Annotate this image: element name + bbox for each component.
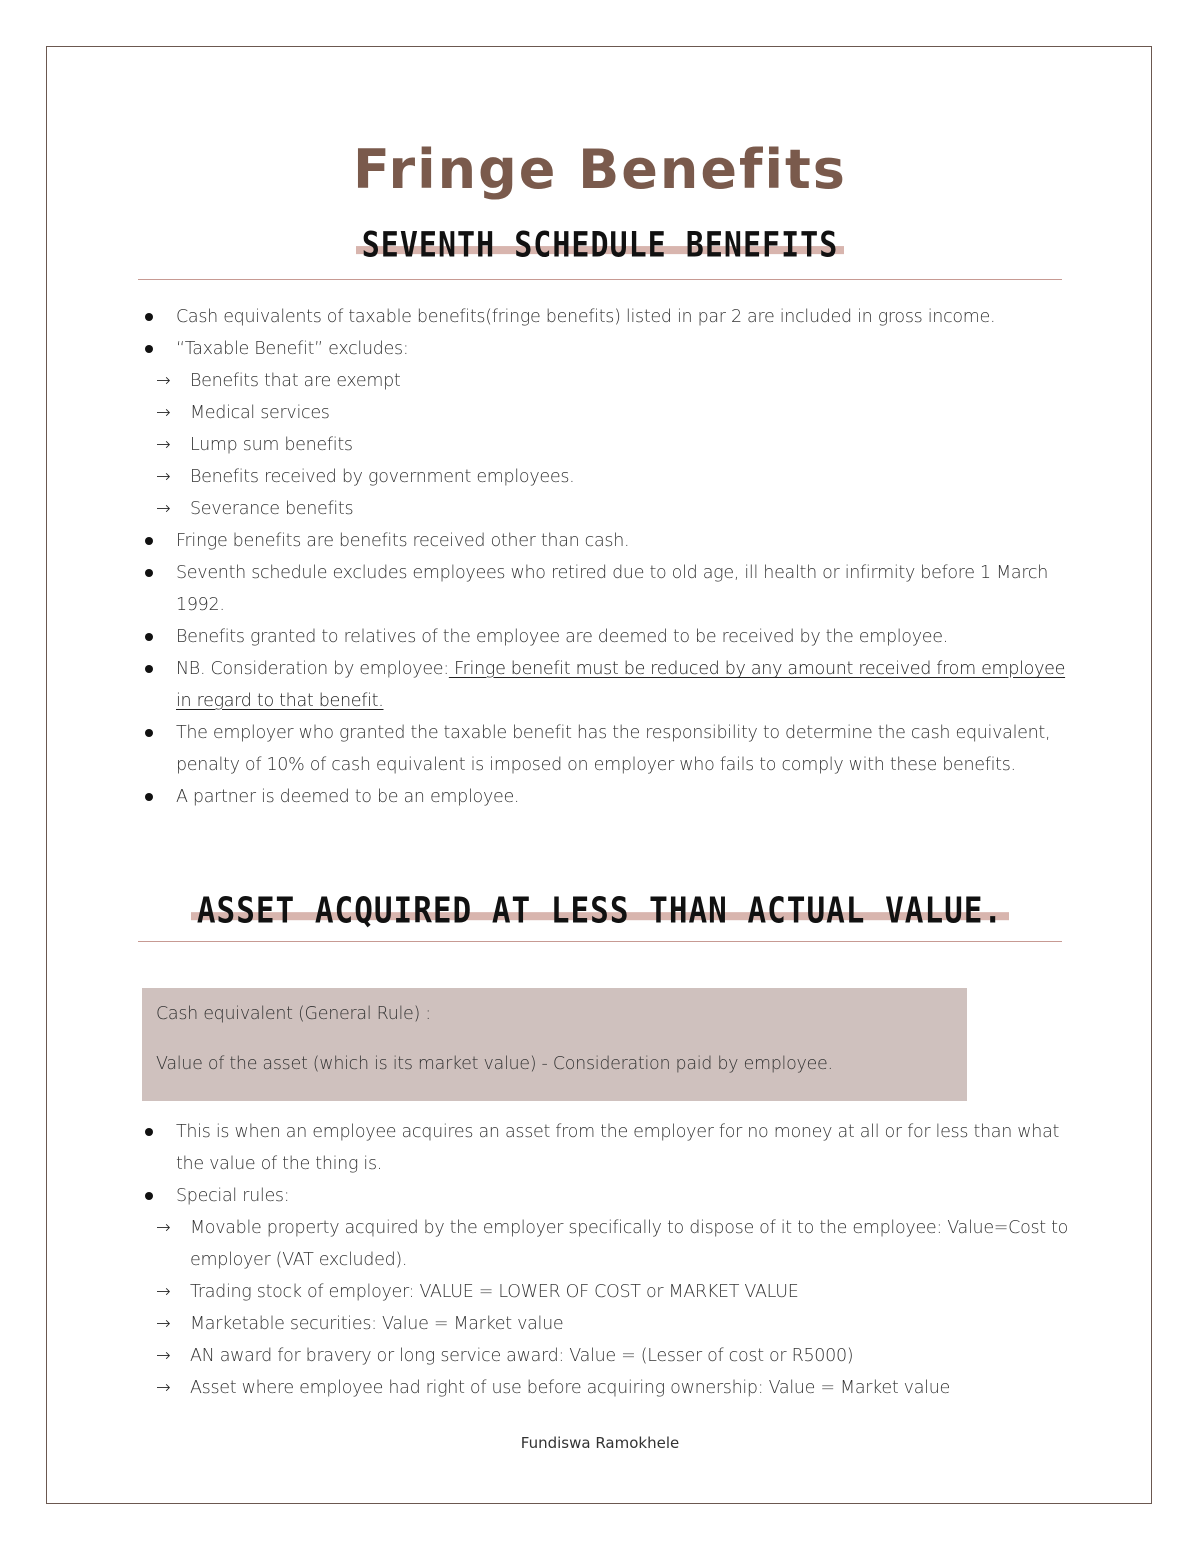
list-item-text: A partner is deemed to be an employee.	[176, 787, 520, 807]
list-item-text: Benefits received by government employees.	[190, 467, 575, 487]
list-item-text: The employer who granted the taxable benefit has the responsibility to determine the cash equivalent, penalty of 10% of cash equivalent is imposed on employer who fails to comply with these benefits.	[176, 723, 1051, 775]
list-item-text: Fringe benefits are benefits received other than cash.	[176, 531, 630, 551]
sub-list-item	[140, 365, 1070, 397]
sub-list-item	[140, 1276, 1070, 1308]
list-item-text: This is when an employee acquires an asset from the employer for no money at all or for less than what the value of the thing is.	[176, 1122, 1060, 1174]
list-item-text: Cash equivalents of taxable benefits(fringe benefits) listed in par 2 are included in gross income.	[176, 307, 996, 327]
list-item-text: Marketable securities: Value = Market value	[190, 1314, 564, 1334]
underlined-text: Fringe benefit must be reduced by any amount received from employee in regard to that benefit.	[176, 659, 1066, 711]
list-item-text: Benefits that are exempt	[190, 371, 401, 391]
author-footer: Fundiswa Ramokhele	[520, 1434, 680, 1452]
arrow-right-icon: →	[156, 1314, 171, 1334]
sub-list-item	[140, 1372, 1070, 1404]
arrow-right-icon: →	[156, 467, 171, 487]
list-item-text: Benefits granted to relatives of the employee are deemed to be received by the employee.	[176, 627, 948, 647]
list-item	[140, 525, 1070, 557]
list-item-text: “Taxable Benefit” excludes:	[176, 339, 409, 359]
sub-list-item	[140, 1308, 1070, 1340]
arrow-right-icon: →	[156, 435, 171, 455]
sub-list-item	[140, 461, 1070, 493]
general-rule-formula: Value of the asset (which is its market value) - Consideration paid by employee.	[156, 1054, 833, 1074]
list-item-text: AN award for bravery or long service award: Value = (Lesser of cost or R5000)	[190, 1346, 854, 1366]
sub-list-item	[140, 493, 1070, 525]
list-item-text: Movable property acquired by the employer specifically to dispose of it to the employee: Value=Cost to employer (VAT excluded).	[190, 1218, 1069, 1270]
list-item	[140, 1116, 1070, 1180]
list-item-text: Severance benefits	[190, 499, 354, 519]
seventh-schedule-list	[140, 301, 1070, 813]
arrow-right-icon: →	[156, 1378, 171, 1398]
section-divider	[138, 279, 1062, 280]
general-rule-title: Cash equivalent (General Rule) :	[156, 1004, 431, 1024]
list-item	[140, 621, 1070, 653]
list-item-text: Medical services	[190, 403, 330, 423]
list-item-text: Lump sum benefits	[190, 435, 353, 455]
sub-list-item	[140, 397, 1070, 429]
sub-list-item	[140, 429, 1070, 461]
asset-acquired-list	[140, 1116, 1070, 1404]
list-item-text: Asset where employee had right of use before acquiring ownership: Value = Market value	[190, 1378, 950, 1398]
list-item-text: Trading stock of employer: VALUE = LOWER OF COST or MARKET VALUE	[190, 1282, 799, 1302]
arrow-right-icon: →	[156, 1346, 171, 1366]
list-item-text: Seventh schedule excludes employees who retired due to old age, ill health or infirmity before 1 March 1992.	[176, 563, 1048, 615]
section-heading-asset-acquired: ASSET ACQUIRED AT LESS THAN ACTUAL VALUE.	[0, 890, 1200, 931]
list-item-text: NB. Consideration by employee:	[176, 659, 449, 679]
list-item	[140, 557, 1070, 621]
arrow-right-icon: →	[156, 1282, 171, 1302]
list-item-text: Special rules:	[176, 1186, 290, 1206]
arrow-right-icon: →	[156, 371, 171, 391]
page-title: Fringe Benefits	[353, 138, 847, 201]
sub-list-item	[140, 1212, 1070, 1276]
arrow-right-icon: →	[156, 1218, 171, 1238]
section-divider	[138, 941, 1062, 942]
list-item	[140, 301, 1070, 333]
list-item	[140, 781, 1070, 813]
list-item	[140, 1180, 1070, 1212]
list-item	[140, 717, 1070, 781]
general-rule-box	[142, 988, 967, 1101]
arrow-right-icon: →	[156, 499, 171, 519]
section-heading-seventh-schedule: SEVENTH SCHEDULE BENEFITS	[0, 225, 1200, 265]
arrow-right-icon: →	[156, 403, 171, 423]
sub-list-item	[140, 1340, 1070, 1372]
list-item	[140, 653, 1070, 717]
list-item	[140, 333, 1070, 365]
